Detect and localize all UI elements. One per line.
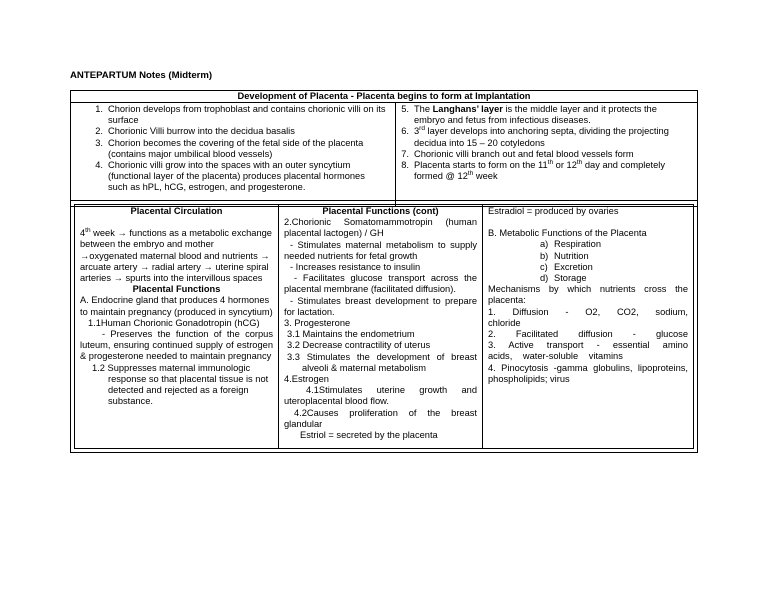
mechanism-item: 1. Diffusion - O2, CO2, sodium, chloride [488, 306, 688, 328]
development-left-list [71, 104, 395, 194]
list-item: d) Storage [540, 273, 587, 284]
functions-table [74, 204, 694, 449]
circulation-heading: Placental Circulation [130, 206, 223, 216]
list-item: b) Nutrition [540, 250, 589, 261]
development-heading: Development of Placenta - Placenta begins to form at Implantation [71, 91, 697, 103]
progesterone-item: 3.2 Decrease contractility of uterus [287, 340, 431, 351]
metabolism-text: - Stimulates maternal metabolism to supply needed nutrients for fetal growth [284, 239, 477, 261]
somatomammotropin-text: 2.Chorionic Somatomammotropin (human placental lactogen) / GH [284, 217, 477, 239]
insulin-text: - Increases resistance to insulin [290, 262, 421, 273]
mechanism-item: 3. Active transport - essential amino acids, water-soluble vitamins [488, 340, 688, 362]
document-title: ANTEPARTUM Notes (Midterm) [70, 70, 213, 81]
development-right-cell [396, 103, 697, 206]
functions-cont-column [279, 205, 483, 448]
list-item: 5. The Langhans’ layer is the middle layer and it protects the embryo and fetus from infectious diseases. [401, 104, 657, 126]
circulation-text: 4th week → functions as a metabolic exchange between the embryo and mother →oxygenated maternal blood and nutrients → arcuate artery → radial artery → uterine spiral arteries → spurts into the intervillous spaces [80, 227, 272, 284]
mechanism-item: 2. Facilitated diffusion - glucose [488, 329, 688, 340]
estrogen-item: 4.2Causes proliferation of the breast glandular [284, 407, 477, 429]
estriol-text: Estriol = secreted by the placenta [300, 430, 438, 441]
development-left-cell [71, 103, 396, 206]
list-item: 3. Chorion becomes the covering of the fetal side of the placenta (contains major umbilical blood vessels) [95, 137, 364, 159]
mechanism-item: 4. Pinocytosis -gamma globulins, lipoproteins, phospholipids; virus [488, 362, 688, 384]
glucose-transport-text: - Facilitates glucose transport across the placental membrane (facilitated diffusion). [284, 273, 477, 295]
estrogen-item: 4.1Stimulates uterine growth and uteroplacental blood flow. [284, 385, 477, 407]
estrogen-heading: 4.Estrogen [284, 374, 329, 385]
list-item: 2. Chorionic Villi burrow into the decidua basalis [95, 126, 295, 137]
list-item: 1. Chorion develops from trophoblast and contains chorionic villi on its surface [95, 104, 386, 126]
list-item: a) Respiration [540, 239, 602, 250]
estradiol-text: Estradiol = produced by ovaries [488, 206, 619, 216]
development-table [70, 90, 698, 207]
progesterone-item: 3.1 Maintains the endometrium [287, 329, 415, 340]
development-right-list [396, 104, 697, 182]
mechanisms-text: Mechanisms by which nutrients cross the placenta: [488, 284, 688, 306]
list-item: 7. Chorionic villi branch out and fetal blood vessels form [401, 148, 634, 159]
metabolic-column [483, 205, 693, 448]
progesterone-item: 3.3 Stimulates the development of breast alveoli & maternal metabolism [287, 351, 477, 373]
immunologic-text: 1.2 Suppresses maternal immunologic response so that placental tissue is not detected and rejected as a foreign substance. [92, 362, 269, 407]
hcg-text: 1.1Human Chorionic Gonadotropin (hCG) [88, 317, 260, 328]
list-item: 6. 3rd layer develops into anchoring septa, dividing the projecting decidua into 15 – 20 cotyledons [401, 125, 669, 148]
circulation-column [75, 205, 279, 448]
breast-development-text: - Stimulates breast development to prepare for lactation. [284, 295, 477, 317]
hcg-detail: - Preserves the function of the corpus luteum, ensuring continued supply of estrogen & progesterone needed to maintain pregnancy [80, 329, 273, 362]
list-item: c) Excretion [540, 261, 593, 272]
metabolic-heading: B. Metabolic Functions of the Placenta [488, 228, 647, 239]
list-item: 8. Placenta starts to form on the 11th or 12th day and completely formed @ 12th week [401, 158, 665, 182]
list-item: 4. Chorionic villi grow into the spaces with an outer syncytium (functional layer of the placenta) produces placental hormones such as hPL, hCG, estrogen, and progesterone. [95, 160, 365, 193]
progesterone-heading: 3. Progesterone [284, 318, 351, 329]
functions-cont-heading: Placental Functions (cont) [322, 206, 439, 216]
functions-heading: Placental Functions [132, 284, 221, 295]
endocrine-text: A. Endocrine gland that produces 4 hormones to maintain pregnancy (produced in syncytium) [80, 295, 273, 317]
